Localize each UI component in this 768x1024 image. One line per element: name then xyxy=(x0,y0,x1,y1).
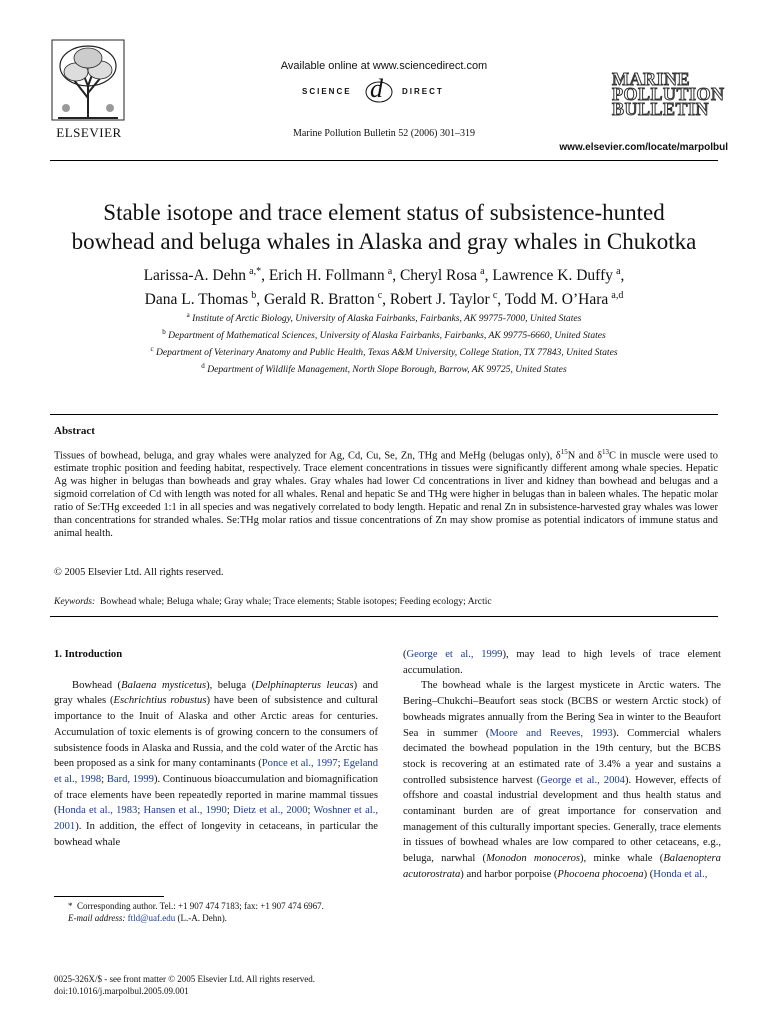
abstract-body xyxy=(54,446,718,541)
body-text: Bowhead ( xyxy=(72,679,122,691)
affiliation-sup: d xyxy=(201,361,205,370)
author-name[interactable]: Cheryl Rosa xyxy=(399,267,478,285)
sciencedirect-left: SCIENCE xyxy=(302,87,352,96)
citation-separator: ; xyxy=(226,805,234,817)
citation-link[interactable]: Honda et al., 1983 xyxy=(57,805,138,817)
affiliation-sup: c xyxy=(150,344,154,353)
section-heading: 1. Introduction xyxy=(54,649,123,660)
author-separator: , xyxy=(392,267,400,285)
footnote xyxy=(54,900,384,924)
elsevier-tree-logo xyxy=(50,38,126,138)
right-column xyxy=(403,647,721,883)
author-affil-sup[interactable]: a,d xyxy=(611,290,624,302)
isotope-sup: 15 xyxy=(560,448,568,456)
citation-separator: ; xyxy=(137,805,144,817)
author-name[interactable]: Dana L. Thomas xyxy=(144,291,249,309)
author-separator: , xyxy=(382,291,390,309)
abstract-heading: Abstract xyxy=(54,425,95,437)
author-separator: , xyxy=(261,267,269,285)
abstract-top-divider xyxy=(50,414,718,415)
journal-logo xyxy=(612,69,725,119)
body-text: ) and harbor porpoise ( xyxy=(460,868,558,880)
species-name: Balaena mysticetus xyxy=(121,679,207,691)
footnote-email xyxy=(54,912,384,924)
body-text: ). Commercial whalers decimated the bowhead population in the 19th century, but the BCBS stock is recovering at an estimated rate of 3.4% a year and sustains a controlled subsistence harvest ( xyxy=(403,727,721,786)
citation-link[interactable]: Honda et al., xyxy=(653,868,708,880)
affiliation-text: Department of Mathematical Sciences, University of Alaska Fairbanks, Fairbanks, AK 99775-6660, United States xyxy=(168,330,606,342)
affiliation-text: Department of Veterinary Anatomy and Public Health, Texas A&M University, College Station, TX 77843, United States xyxy=(155,347,618,359)
author-affil-sup[interactable]: c xyxy=(377,290,383,302)
affiliation xyxy=(40,309,728,326)
author-affil-sup[interactable]: a xyxy=(387,266,393,277)
body-paragraph xyxy=(54,678,378,851)
available-online-text[interactable]: Available online at www.sciencedirect.com xyxy=(280,60,488,72)
citation-link[interactable]: Egeland et al., 1998 xyxy=(54,758,378,785)
author-name[interactable]: Todd M. O’Hara xyxy=(504,291,609,309)
sciencedirect-right: DIRECT xyxy=(402,87,444,96)
keywords-list: Bowhead whale; Beluga whale; Gray whale; Trace elements; Stable isotopes; Feeding ecology; Arctic xyxy=(100,596,492,607)
abstract-copyright: © 2005 Elsevier Ltd. All rights reserved. xyxy=(54,567,224,578)
doi-line[interactable]: doi:10.1016/j.marpolbul.2005.09.001 xyxy=(54,986,189,996)
body-text: ), may lead to high levels of trace element accumulation. xyxy=(403,649,721,676)
body-text: ), beluga ( xyxy=(206,679,256,691)
author-name[interactable]: Gerald R. Bratton xyxy=(263,291,375,309)
isotope-sup: 13 xyxy=(601,448,609,456)
species-name: Balaenoptera acutorostrata xyxy=(403,853,721,880)
species-name: Phocoena phocoena xyxy=(557,868,644,880)
journal-logo-line: MARINE xyxy=(612,69,690,89)
body-text: ) and gray whales ( xyxy=(54,679,379,707)
author-affil-sup[interactable]: c xyxy=(492,290,498,302)
author-separator: , xyxy=(497,291,505,309)
author-affil-sup[interactable]: a xyxy=(480,266,485,277)
sciencedirect-mark: d xyxy=(370,74,383,103)
author-separator: , xyxy=(620,267,625,285)
affiliation xyxy=(40,360,728,377)
author-line xyxy=(40,262,728,286)
affiliation-text: Institute of Arctic Biology, University of Alaska Fairbanks, Fairbanks, AK 99775-7000, United States xyxy=(192,313,582,325)
paper-title xyxy=(40,198,728,256)
author-name[interactable]: Robert J. Taylor xyxy=(389,291,490,309)
author-separator: , xyxy=(484,267,493,285)
citation-link[interactable]: Moore and Reeves, 1993 xyxy=(489,727,613,739)
body-text: ( xyxy=(403,649,407,660)
sciencedirect-logo[interactable] xyxy=(302,74,472,104)
journal-logo-line: POLLUTION xyxy=(612,84,725,104)
affiliation xyxy=(40,326,728,343)
affiliation xyxy=(40,343,728,360)
issn-line: 0025-326X/$ - see front matter © 2005 Elsevier Ltd. All rights reserved. xyxy=(54,974,316,984)
citation-separator: ; xyxy=(307,805,314,817)
keywords-label: Keywords: xyxy=(54,596,96,607)
body-text: The bowhead whale is the largest mysticete in Arctic waters. The Bering–Chukchi–Beaufort seas stock (BCBS or western Arctic stock) of bowheads migrates annually from the Bering Sea in winter to the Beaufort Sea in summer ( xyxy=(403,680,721,739)
citation-separator: ; xyxy=(101,773,107,785)
affiliation-sup: b xyxy=(162,327,166,336)
footnote-rule xyxy=(54,896,164,897)
author-name[interactable]: Lawrence K. Duffy xyxy=(492,267,613,285)
author-separator: , xyxy=(256,291,264,309)
citation-link[interactable]: Bard, 1999 xyxy=(106,773,154,785)
abstract-text: C in muscle were used to estimate trophic position and feeding habitat, respectively. Trace element concentrations in tissues were significantly different among whale species. Hepatic Ag was higher in belugas than bowheads and gray whales. Gray whales had lower Cd concentrations in liver and kidney than bowhead and belugas and a sigmoid correlation of Cd with length was noted for all whales. Renal and hepatic Se and THg were higher in belugas than in baleen whales. The hepatic molar ratio of Se:THg exceeded 1:1 in all species and was negatively correlated to body length. Hepatic and renal Zn in subsistence-harvested gray whales was lower than concentrations for stranded whales. Se:THg molar ratios and tissue concentrations of Zn may show promise as potential indicators of immune status and animal health. xyxy=(54,450,718,539)
body-text: ), minke whale ( xyxy=(580,853,664,865)
citation-link[interactable]: Ponce et al., 1997 xyxy=(261,758,338,770)
header-divider xyxy=(50,160,718,161)
author-affil-sup[interactable]: b xyxy=(251,290,257,302)
citation-link[interactable]: George et al., 2004 xyxy=(540,774,625,786)
citation-link[interactable]: George et al., 1999 xyxy=(406,649,503,660)
footnote-text: Corresponding author. Tel.: +1 907 474 7183; fax: +1 907 474 6967. xyxy=(77,901,324,911)
author-list xyxy=(40,262,728,310)
email-link[interactable]: ftld@uaf.edu xyxy=(127,913,176,923)
author-affil-sup[interactable]: a,* xyxy=(249,266,262,277)
body-paragraph xyxy=(403,678,721,882)
journal-url[interactable]: www.elsevier.com/locate/marpolbul xyxy=(559,142,728,153)
citation-link[interactable]: Woshner et al., 2001 xyxy=(54,805,379,833)
body-text: ). In addition, the effect of longevity in cetaceans, in particular the bowhead whale xyxy=(54,821,378,848)
affiliation-text: Department of Wildlife Management, North Slope Borough, Barrow, AK 99725, United States xyxy=(207,364,567,376)
affiliation-sup: a xyxy=(186,311,190,319)
title-line: bowhead and beluga whales in Alaska and gray whales in Chukotka xyxy=(71,229,697,254)
sciencedirect-ring-icon xyxy=(364,80,394,104)
species-name: Delphinapterus leucas xyxy=(255,679,354,691)
abstract-bottom-divider xyxy=(50,616,718,617)
body-text: ). However, effects of offshore and coastal industrial development and thus health status and contaminant burden are of great importance for conservation and management of this culturally important species. Generally, trace elements in tissues of bowhead whales are low compared to other cetaceans, e.g., beluga, narwhal ( xyxy=(403,774,721,865)
body-paragraph xyxy=(403,647,721,678)
footnote-marker: * xyxy=(68,901,73,911)
author-line xyxy=(40,286,728,310)
author-affil-sup[interactable]: a xyxy=(616,266,621,277)
email-label: E-mail address: xyxy=(68,913,126,923)
citation-link[interactable]: Hansen et al., 1990 xyxy=(143,805,227,817)
author-name[interactable]: Erich H. Follmann xyxy=(268,267,385,285)
title-line: Stable isotope and trace element status of subsistence-hunted xyxy=(103,200,665,225)
species-name: Monodon monoceros xyxy=(486,853,581,865)
body-text: ) ( xyxy=(643,868,654,880)
author-name[interactable]: Larissa-A. Dehn xyxy=(143,267,247,285)
body-text: ) have been of subsistence and cultural importance to the Inuit of Alaska and other Arctic areas for centuries. Accumulation of toxic elements is of growing concern to the consumers of subsistence foods in Alaska and Russia, and the cold water of the Arctic has been proposed as a sink for many contaminants ( xyxy=(54,695,378,770)
species-name: Eschrichtius robustus xyxy=(113,695,207,707)
page-footer xyxy=(54,973,315,997)
left-column xyxy=(54,647,378,850)
citation-separator: ; xyxy=(337,758,344,770)
body-text: ). Continuous bioaccumulation and biomagnification of trace elements have been repeatedly reported in marine mammal tissues ( xyxy=(54,773,379,817)
journal-logo-line: BULLETIN xyxy=(612,99,710,119)
publisher-name: ELSEVIER xyxy=(56,125,122,140)
keywords xyxy=(54,596,492,607)
email-suffix: (L.-A. Dehn). xyxy=(177,913,227,923)
citation-link[interactable]: Dietz et al., 2000 xyxy=(233,805,308,817)
abstract-text: Tissues of bowhead, beluga, and gray whales were analyzed for Ag, Cd, Cu, Se, Zn, THg and MeHg (belugas only), δ xyxy=(54,450,561,462)
journal-reference: Marine Pollution Bulletin 52 (2006) 301–319 xyxy=(293,128,475,139)
affiliation-list xyxy=(40,309,728,377)
footnote-corresponding xyxy=(54,900,384,912)
abstract-text: N and δ xyxy=(567,450,602,462)
